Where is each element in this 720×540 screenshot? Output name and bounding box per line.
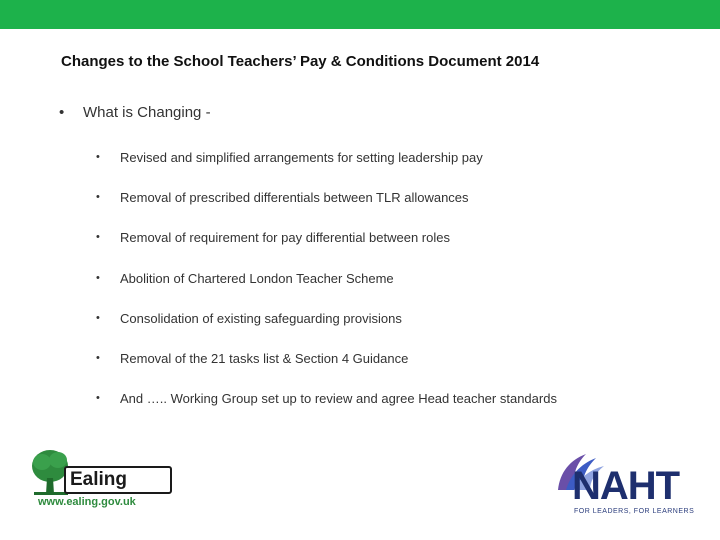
sub-bullet-list (96, 149, 557, 430)
list-item (96, 229, 557, 269)
bullet-marker: • (96, 351, 100, 364)
ealing-url: www.ealing.gov.uk (38, 496, 136, 508)
bullet-marker: • (96, 191, 100, 204)
main-bullet (59, 104, 211, 121)
list-item (96, 189, 557, 229)
naht-tagline: FOR LEADERS, FOR LEARNERS (574, 508, 695, 515)
list-item-text: Removal of requirement for pay differential between roles (120, 230, 450, 246)
list-item (96, 350, 557, 390)
ealing-wordmark: Ealing (64, 466, 172, 494)
list-item-text: Revised and simplified arrangements for setting leadership pay (120, 150, 483, 165)
list-item (96, 310, 557, 350)
naht-logo (552, 450, 695, 520)
bullet-marker: • (96, 311, 100, 324)
bullet-marker: • (96, 151, 100, 163)
list-item-text: Abolition of Chartered London Teacher Scheme (120, 270, 394, 286)
list-item-text: Consolidation of existing safeguarding provisions (120, 310, 402, 326)
list-item-text: Removal of prescribed differentials between TLR allowances (120, 190, 469, 206)
naht-wordmark: NAHT (572, 464, 680, 508)
bullet-marker: • (59, 104, 65, 121)
list-item (96, 149, 557, 189)
list-item-text: Removal of the 21 tasks list & Section 4 Guidance (120, 350, 409, 366)
list-item (96, 270, 557, 310)
list-item (96, 390, 557, 430)
main-bullet-text: What is Changing - (83, 104, 211, 121)
bullet-marker: • (96, 231, 100, 244)
list-item-text: And ….. Working Group set up to review and agree Head teacher standards (120, 391, 557, 407)
bullet-marker: • (96, 392, 100, 405)
bullet-marker: • (96, 271, 100, 284)
top-accent-bar (0, 0, 720, 29)
slide-title: Changes to the School Teachers’ Pay & Conditions Document 2014 (61, 53, 540, 70)
ealing-logo (30, 448, 140, 510)
